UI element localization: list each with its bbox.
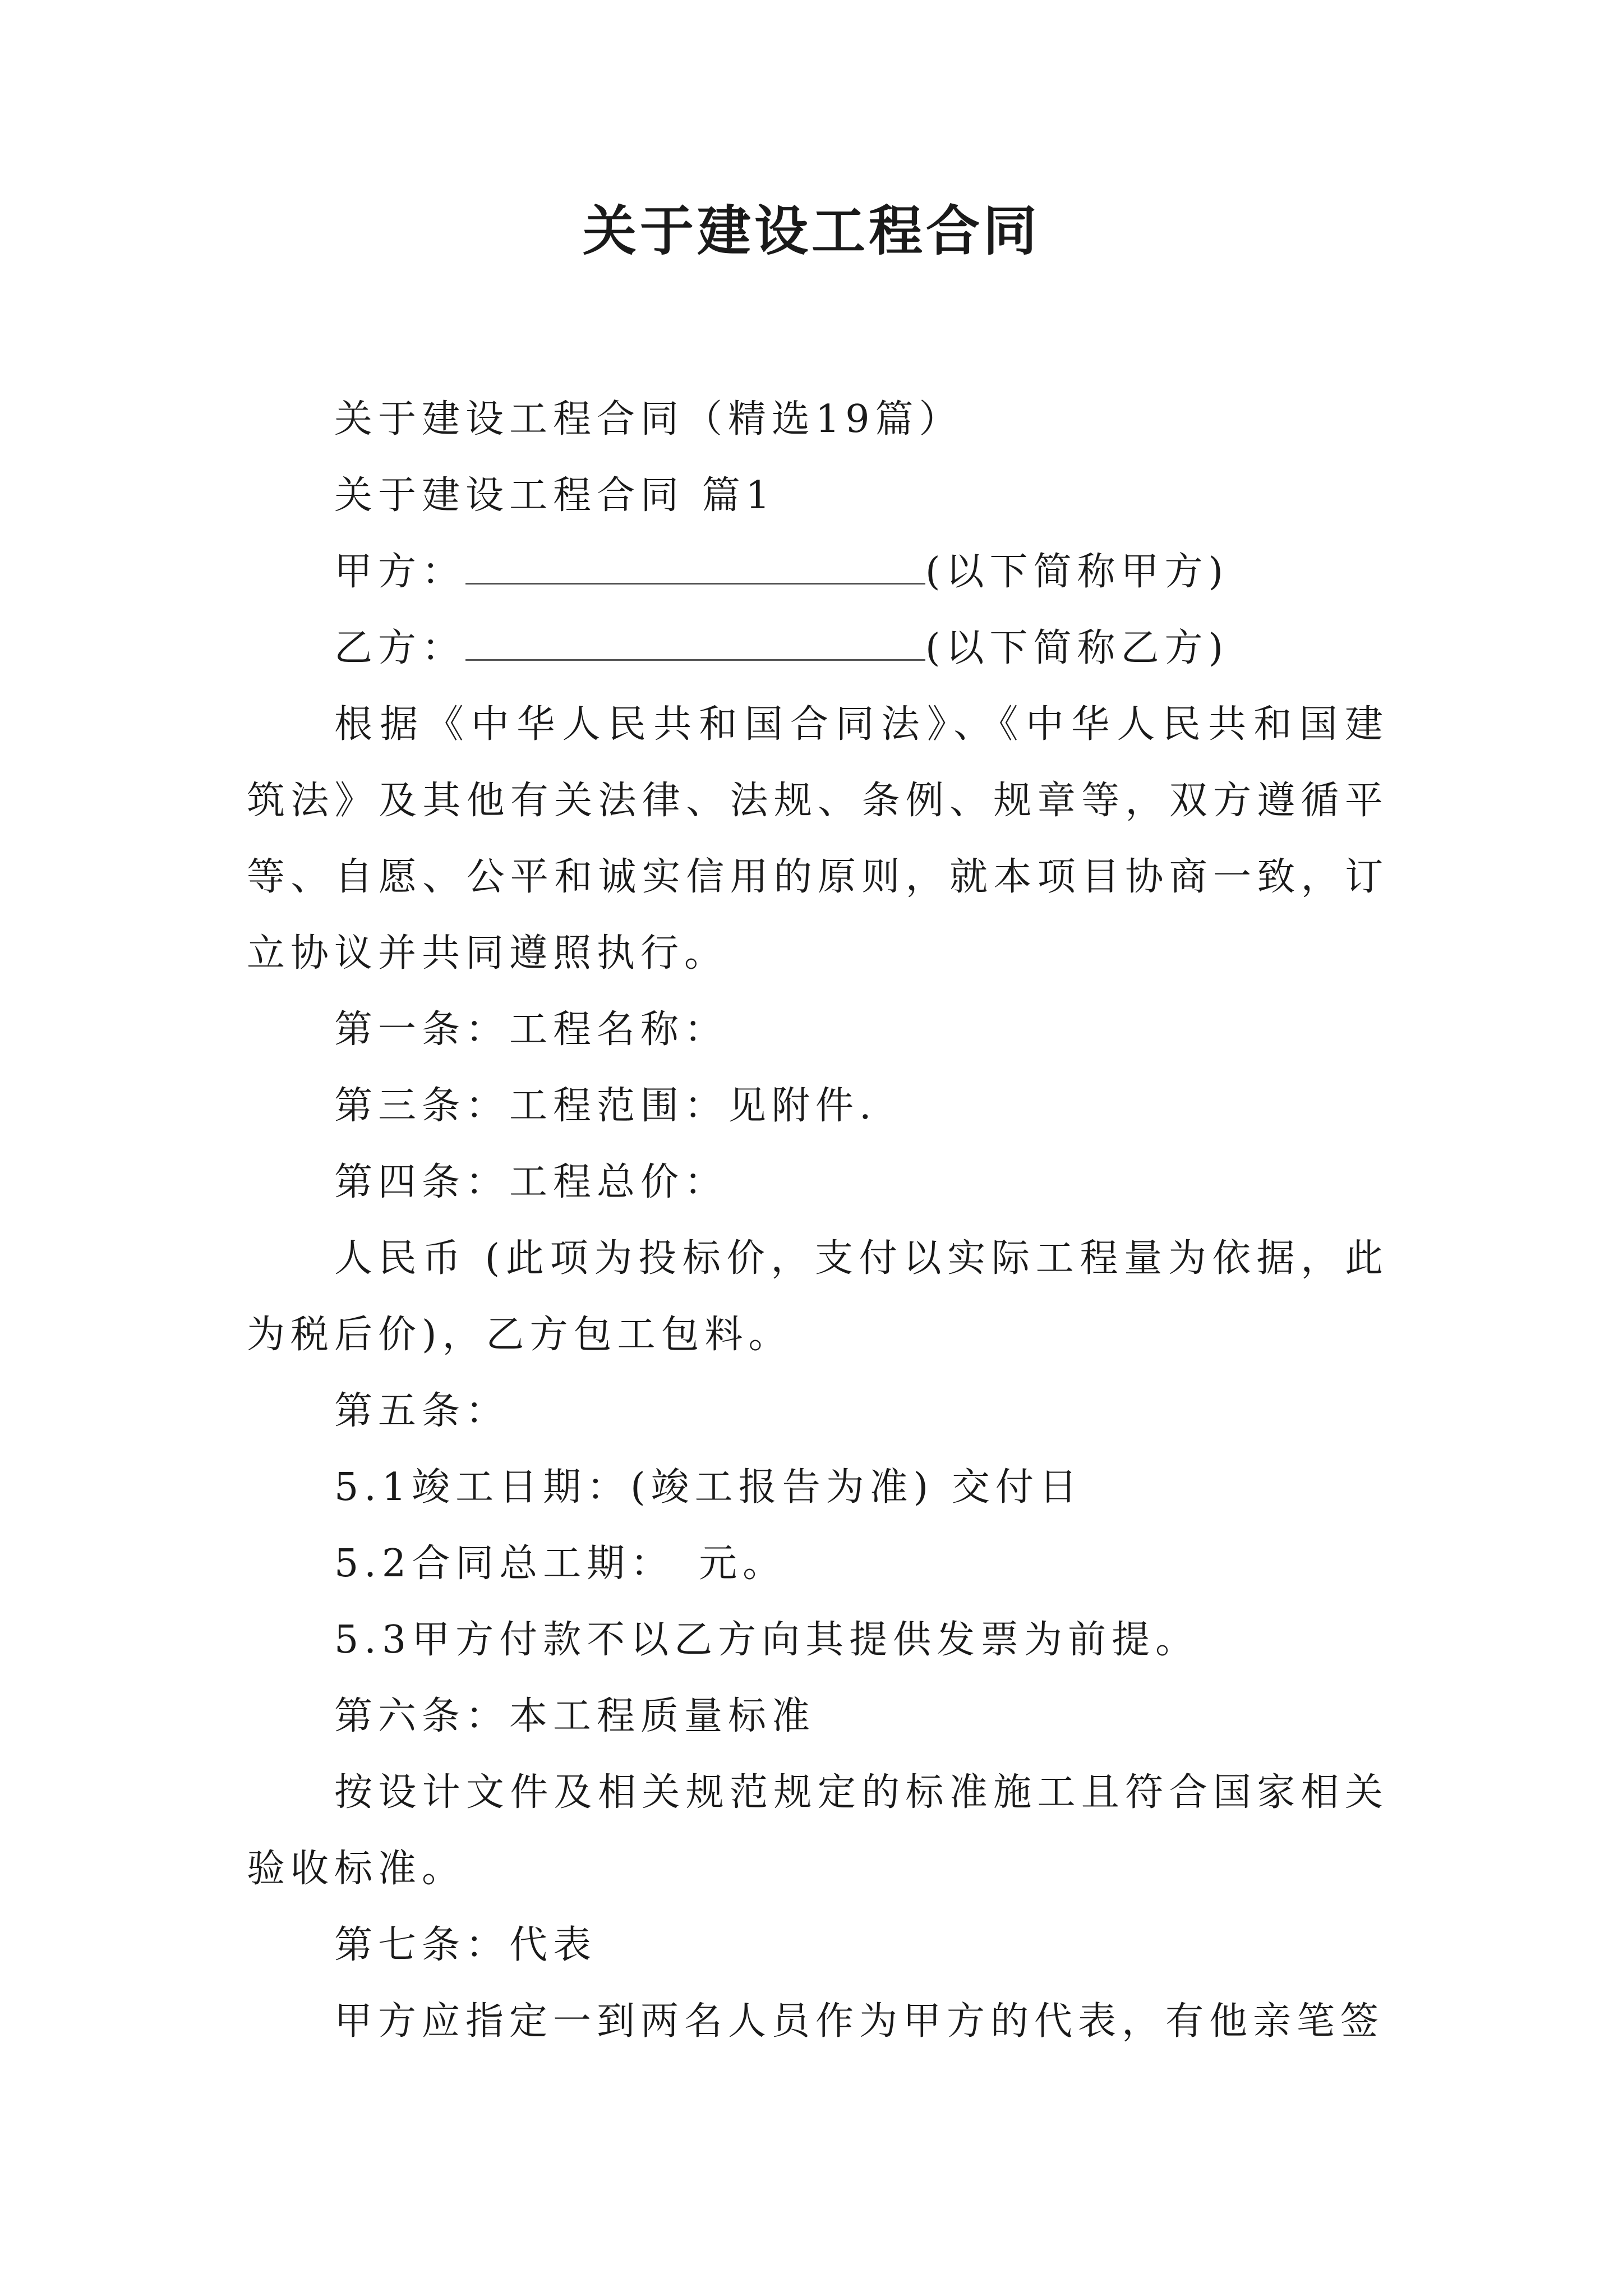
party-a-blank xyxy=(465,554,925,585)
item-5-2: 5.2合同总工期： 元。 xyxy=(334,1542,787,1586)
article-7: 第七条：代表 xyxy=(334,1923,597,1967)
item-5-3: 5.3甲方付款不以乙方向其提供发票为前提。 xyxy=(334,1618,1200,1662)
section-heading: 关于建设工程合同 篇1 xyxy=(334,473,776,518)
article-3: 第三条：工程范围：见附件. xyxy=(334,1084,877,1128)
document-title: 关于建设工程合同 xyxy=(583,200,1040,263)
article-5: 第五条： xyxy=(334,1389,510,1433)
party-a-suffix: (以下简称甲方) xyxy=(925,550,1229,594)
article-6: 第六条：本工程质量标准 xyxy=(334,1694,816,1738)
party-b-suffix: (以下简称乙方) xyxy=(925,626,1229,670)
quality-paragraph: 按设计文件及相关规范规定的标准施工且符合国家相关验收标准。 xyxy=(247,1770,1389,1891)
party-b-line xyxy=(247,610,1389,687)
basis-paragraph: 根据《中华人民共和国合同法》、《中华人民共和国建筑法》及其他有关法律、法规、条例、规章等，双方遵循平等、自愿、公平和诚实信用的原则，就本项目协商一致，订立协议并共同遵照执行。 xyxy=(247,702,1389,976)
item-5-1: 5.1竣工日期：(竣工报告为准) 交付日 xyxy=(334,1465,1083,1510)
representative-paragraph: 甲方应指定一到两名人员作为甲方的代表，有他亲笔签 xyxy=(334,1999,1385,2044)
price-paragraph: 人民币 (此项为投标价，支付以实际工程量为依据，此为税后价)，乙方包工包料。 xyxy=(247,1236,1389,1357)
document-subtitle: 关于建设工程合同（精选19篇） xyxy=(334,397,963,441)
party-a-label: 甲方： xyxy=(334,550,466,594)
party-a-line xyxy=(247,534,1389,610)
article-4: 第四条：工程总价： xyxy=(334,1160,728,1204)
party-b-blank xyxy=(465,630,925,661)
article-1: 第一条：工程名称： xyxy=(334,1007,728,1052)
party-b-label: 乙方： xyxy=(334,626,466,670)
document-body xyxy=(247,381,1389,2060)
